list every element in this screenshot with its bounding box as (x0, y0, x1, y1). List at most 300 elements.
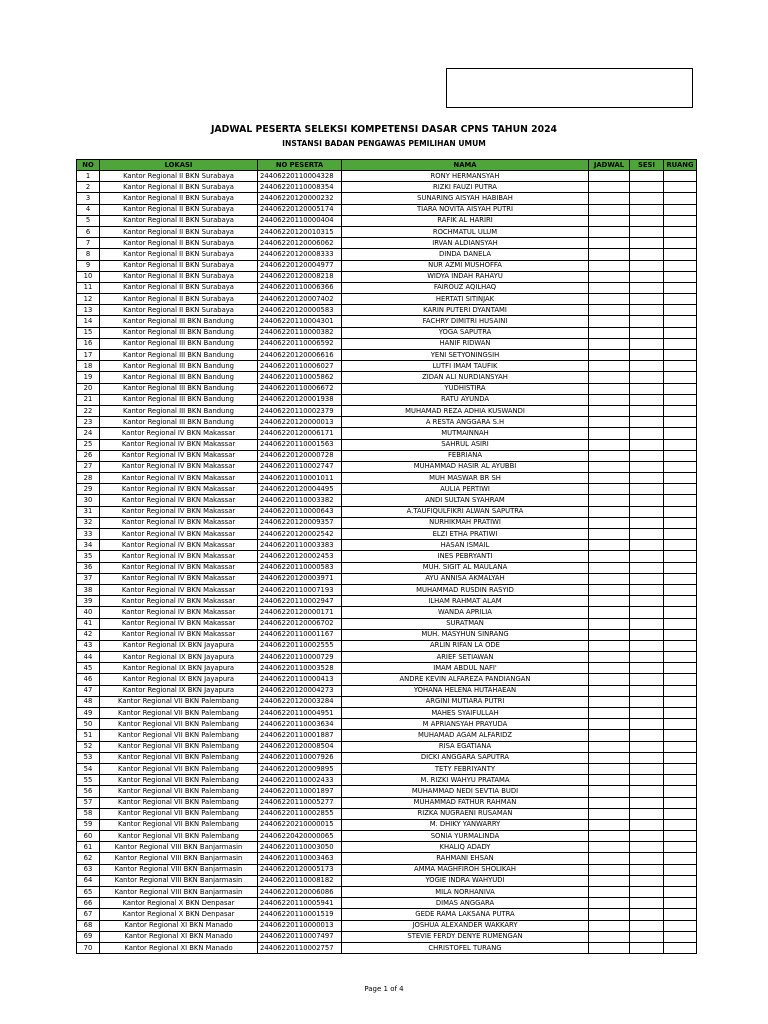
row-number: 63 (77, 864, 100, 875)
room-cell (664, 920, 697, 931)
schedule-cell (589, 405, 630, 416)
schedule-cell (589, 887, 630, 898)
room-cell (664, 898, 697, 909)
table-row (77, 741, 697, 752)
room-cell (664, 327, 697, 338)
participant-number: 24406220110001887 (258, 730, 342, 741)
room-cell (664, 887, 697, 898)
session-cell (630, 249, 664, 260)
session-cell (630, 584, 664, 595)
session-cell (630, 640, 664, 651)
room-cell (664, 652, 697, 663)
room-cell (664, 640, 697, 651)
session-cell (630, 618, 664, 629)
session-cell (630, 439, 664, 450)
session-cell (630, 529, 664, 540)
schedule-cell (589, 439, 630, 450)
room-cell (664, 249, 697, 260)
room-cell (664, 417, 697, 428)
participant-number: 24406220110002855 (258, 808, 342, 819)
room-cell (664, 282, 697, 293)
session-cell (630, 372, 664, 383)
room-cell (664, 450, 697, 461)
table-row (77, 305, 697, 316)
participant-name: YENI SETYONINGSIH (342, 350, 589, 361)
row-number: 56 (77, 786, 100, 797)
schedule-cell (589, 506, 630, 517)
location-cell: Kantor Regional VIII BKN Banjarmasin (100, 853, 258, 864)
row-number: 8 (77, 249, 100, 260)
participant-number: 24406220110000643 (258, 506, 342, 517)
participant-number: 24406220110000382 (258, 327, 342, 338)
row-number: 47 (77, 685, 100, 696)
participant-number: 24406220110001519 (258, 909, 342, 920)
location-cell: Kantor Regional III BKN Bandung (100, 417, 258, 428)
room-cell (664, 226, 697, 237)
participant-number: 24406220110007193 (258, 584, 342, 595)
session-cell (630, 719, 664, 730)
schedule-cell (589, 942, 630, 953)
room-cell (664, 629, 697, 640)
room-cell (664, 361, 697, 372)
participant-number: 24406220420000065 (258, 831, 342, 842)
participant-number: 24406220120005173 (258, 864, 342, 875)
session-cell (630, 238, 664, 249)
location-cell: Kantor Regional VIII BKN Banjarmasin (100, 864, 258, 875)
table-row (77, 663, 697, 674)
participant-number: 24406220120006086 (258, 887, 342, 898)
column-header-ruang: RUANG (664, 160, 697, 171)
room-cell (664, 271, 697, 282)
table-row (77, 931, 697, 942)
row-number: 69 (77, 931, 100, 942)
table-row (77, 417, 697, 428)
location-cell: Kantor Regional IV BKN Makassar (100, 506, 258, 517)
row-number: 61 (77, 842, 100, 853)
row-number: 57 (77, 797, 100, 808)
participant-name: ARLIN RIFAN LA ODE (342, 640, 589, 651)
room-cell (664, 540, 697, 551)
location-cell: Kantor Regional VII BKN Palembang (100, 797, 258, 808)
row-number: 29 (77, 484, 100, 495)
location-cell: Kantor Regional XI BKN Manado (100, 942, 258, 953)
participant-number: 24406220110002947 (258, 596, 342, 607)
room-cell (664, 394, 697, 405)
participant-name: FACHRY DIMITRI HUSAINI (342, 316, 589, 327)
row-number: 42 (77, 629, 100, 640)
participant-name: RONY HERMANSYAH (342, 171, 589, 182)
row-number: 48 (77, 696, 100, 707)
participant-name: MILA NORHANIVA (342, 887, 589, 898)
session-cell (630, 226, 664, 237)
row-number: 40 (77, 607, 100, 618)
column-header-jadwal: JADWAL (589, 160, 630, 171)
participant-name: GEDE RAMA LAKSANA PUTRA (342, 909, 589, 920)
location-cell: Kantor Regional VII BKN Palembang (100, 752, 258, 763)
table-row (77, 562, 697, 573)
table-row (77, 819, 697, 830)
room-cell (664, 204, 697, 215)
session-cell (630, 652, 664, 663)
location-cell: Kantor Regional III BKN Bandung (100, 361, 258, 372)
location-cell: Kantor Regional IV BKN Makassar (100, 584, 258, 595)
schedule-cell (589, 864, 630, 875)
participant-name: TIARA NOVITA AISYAH PUTRI (342, 204, 589, 215)
participant-name: MUHAMMAD NEDI SEVTIA BUDI (342, 786, 589, 797)
room-cell (664, 484, 697, 495)
participant-name: INES PEBRYANTI (342, 551, 589, 562)
participant-number: 24406220120006062 (258, 238, 342, 249)
column-header-nama: NAMA (342, 160, 589, 171)
room-cell (664, 305, 697, 316)
participant-number: 24406220110006672 (258, 383, 342, 394)
room-cell (664, 942, 697, 953)
schedule-cell (589, 562, 630, 573)
row-number: 59 (77, 819, 100, 830)
location-cell: Kantor Regional IV BKN Makassar (100, 529, 258, 540)
row-number: 34 (77, 540, 100, 551)
table-row (77, 853, 697, 864)
location-cell: Kantor Regional II BKN Surabaya (100, 238, 258, 249)
schedule-cell (589, 529, 630, 540)
session-cell (630, 271, 664, 282)
participant-number: 24406220120004977 (258, 260, 342, 271)
room-cell (664, 372, 697, 383)
location-cell: Kantor Regional VII BKN Palembang (100, 730, 258, 741)
row-number: 38 (77, 584, 100, 595)
schedule-cell (589, 696, 630, 707)
table-row (77, 182, 697, 193)
room-cell (664, 405, 697, 416)
schedule-cell (589, 652, 630, 663)
row-number: 21 (77, 394, 100, 405)
session-cell (630, 506, 664, 517)
schedule-cell (589, 909, 630, 920)
table-row (77, 327, 697, 338)
location-cell: Kantor Regional IV BKN Makassar (100, 551, 258, 562)
participant-name: MUTMAINNAH (342, 428, 589, 439)
schedule-cell (589, 238, 630, 249)
room-cell (664, 193, 697, 204)
participant-name: RIZKA NUGRAENI RUSAMAN (342, 808, 589, 819)
location-cell: Kantor Regional IX BKN Jayapura (100, 685, 258, 696)
room-cell (664, 864, 697, 875)
participant-number: 24406220110001167 (258, 629, 342, 640)
schedule-cell (589, 428, 630, 439)
schedule-cell (589, 249, 630, 260)
table-row (77, 696, 697, 707)
row-number: 23 (77, 417, 100, 428)
session-cell (630, 808, 664, 819)
participant-name: ANDRE KEVIN ALFAREZA PANDIANGAN (342, 674, 589, 685)
column-header-no-peserta: NO PESERTA (258, 160, 342, 171)
row-number: 2 (77, 182, 100, 193)
participant-number: 24406220120000583 (258, 305, 342, 316)
schedule-cell (589, 461, 630, 472)
schedule-cell (589, 730, 630, 741)
session-cell (630, 316, 664, 327)
schedule-cell (589, 618, 630, 629)
schedule-cell (589, 495, 630, 506)
row-number: 25 (77, 439, 100, 450)
room-cell (664, 674, 697, 685)
participant-name: DICKI ANGGARA SAPUTRA (342, 752, 589, 763)
schedule-cell (589, 282, 630, 293)
session-cell (630, 417, 664, 428)
room-cell (664, 383, 697, 394)
location-cell: Kantor Regional X BKN Denpasar (100, 898, 258, 909)
row-number: 10 (77, 271, 100, 282)
schedule-cell (589, 797, 630, 808)
schedule-cell (589, 831, 630, 842)
table-row (77, 584, 697, 595)
participant-name: M APRIANSYAH PRAYUDA (342, 719, 589, 730)
location-cell: Kantor Regional VIII BKN Banjarmasin (100, 842, 258, 853)
session-cell (630, 305, 664, 316)
participant-number: 24406220120000728 (258, 450, 342, 461)
schedule-cell (589, 842, 630, 853)
table-row (77, 942, 697, 953)
session-cell (630, 383, 664, 394)
location-cell: Kantor Regional VII BKN Palembang (100, 831, 258, 842)
room-cell (664, 775, 697, 786)
table-row (77, 529, 697, 540)
table-row (77, 171, 697, 182)
row-number: 11 (77, 282, 100, 293)
room-cell (664, 819, 697, 830)
table-row (77, 193, 697, 204)
participant-name: MUH. MASYHUN SINRANG (342, 629, 589, 640)
location-cell: Kantor Regional XI BKN Manado (100, 920, 258, 931)
participant-number: 24406220120009895 (258, 763, 342, 774)
schedule-cell (589, 394, 630, 405)
participant-name: YOGA SAPUTRA (342, 327, 589, 338)
room-cell (664, 551, 697, 562)
participant-name: RISA EGATIANA (342, 741, 589, 752)
participant-number: 24406220120008218 (258, 271, 342, 282)
session-cell (630, 405, 664, 416)
row-number: 39 (77, 596, 100, 607)
table-row (77, 674, 697, 685)
row-number: 67 (77, 909, 100, 920)
location-cell: Kantor Regional VII BKN Palembang (100, 786, 258, 797)
session-cell (630, 786, 664, 797)
schedule-cell (589, 260, 630, 271)
session-cell (630, 596, 664, 607)
session-cell (630, 875, 664, 886)
table-row (77, 473, 697, 484)
participant-name: MUHAMAD AGAM ALFARIDZ (342, 730, 589, 741)
row-number: 33 (77, 529, 100, 540)
session-cell (630, 741, 664, 752)
schedule-cell (589, 372, 630, 383)
location-cell: Kantor Regional II BKN Surabaya (100, 215, 258, 226)
column-header-lokasi: LOKASI (100, 160, 258, 171)
schedule-cell (589, 361, 630, 372)
table-row (77, 596, 697, 607)
schedule-cell (589, 640, 630, 651)
participant-name: JOSHUA ALEXANDER WAKKARY (342, 920, 589, 931)
room-cell (664, 696, 697, 707)
location-cell: Kantor Regional IV BKN Makassar (100, 495, 258, 506)
table-row (77, 730, 697, 741)
schedule-cell (589, 786, 630, 797)
row-number: 51 (77, 730, 100, 741)
participant-name: MUHAMMAD HASIR AL AYUBBI (342, 461, 589, 472)
participant-number: 24406220110003463 (258, 853, 342, 864)
session-cell (630, 394, 664, 405)
participant-number: 24406220120003284 (258, 696, 342, 707)
document-subtitle: INSTANSI BADAN PENGAWAS PEMILIHAN UMUM (282, 139, 486, 148)
room-cell (664, 607, 697, 618)
table-row (77, 775, 697, 786)
location-cell: Kantor Regional IV BKN Makassar (100, 484, 258, 495)
table-row (77, 842, 697, 853)
session-cell (630, 942, 664, 953)
table-row (77, 350, 697, 361)
table-row (77, 428, 697, 439)
row-number: 18 (77, 361, 100, 372)
schedule-cell (589, 383, 630, 394)
room-cell (664, 584, 697, 595)
participant-number: 24406220110003528 (258, 663, 342, 674)
participant-number: 24406220120010315 (258, 226, 342, 237)
session-cell (630, 931, 664, 942)
session-cell (630, 361, 664, 372)
participant-number: 24406220110002555 (258, 640, 342, 651)
participant-number: 24406220110004951 (258, 708, 342, 719)
location-cell: Kantor Regional VIII BKN Banjarmasin (100, 887, 258, 898)
schedule-cell (589, 294, 630, 305)
participant-number: 24406220110008354 (258, 182, 342, 193)
table-row (77, 708, 697, 719)
participant-name: MUHAMMAD FATHUR RAHMAN (342, 797, 589, 808)
session-cell (630, 797, 664, 808)
schedule-cell (589, 875, 630, 886)
participant-name: MUHAMAD REZA ADHIA KUSWANDI (342, 405, 589, 416)
session-cell (630, 428, 664, 439)
participant-number: 24406220110007497 (258, 931, 342, 942)
participant-name: SUNARING AISYAH HABIBAH (342, 193, 589, 204)
location-cell: Kantor Regional II BKN Surabaya (100, 282, 258, 293)
row-number: 45 (77, 663, 100, 674)
table-row (77, 439, 697, 450)
session-cell (630, 831, 664, 842)
schedule-cell (589, 708, 630, 719)
location-cell: Kantor Regional III BKN Bandung (100, 350, 258, 361)
table-row (77, 338, 697, 349)
room-cell (664, 439, 697, 450)
location-cell: Kantor Regional IV BKN Makassar (100, 473, 258, 484)
row-number: 5 (77, 215, 100, 226)
row-number: 70 (77, 942, 100, 953)
participant-name: M. RIZKI WAHYU PRATAMA (342, 775, 589, 786)
table-row (77, 294, 697, 305)
row-number: 60 (77, 831, 100, 842)
table-row (77, 909, 697, 920)
schedule-cell (589, 540, 630, 551)
location-cell: Kantor Regional III BKN Bandung (100, 383, 258, 394)
row-number: 64 (77, 875, 100, 886)
participant-name: KARIN PUTERI DYANTAMI (342, 305, 589, 316)
location-cell: Kantor Regional III BKN Bandung (100, 394, 258, 405)
location-cell: Kantor Regional III BKN Bandung (100, 316, 258, 327)
row-number: 44 (77, 652, 100, 663)
participant-name: ELZI ETHA PRATIWI (342, 529, 589, 540)
row-number: 46 (77, 674, 100, 685)
location-cell: Kantor Regional II BKN Surabaya (100, 226, 258, 237)
participant-number: 24406220110002433 (258, 775, 342, 786)
table-row (77, 405, 697, 416)
participant-name: NUR AZMI MUSHOFFA (342, 260, 589, 271)
table-row (77, 875, 697, 886)
participant-name: NURHIKMAH PRATIWI (342, 517, 589, 528)
participant-number: 24406220110005277 (258, 797, 342, 808)
row-number: 53 (77, 752, 100, 763)
schedule-cell (589, 327, 630, 338)
table-row (77, 898, 697, 909)
session-cell (630, 663, 664, 674)
participant-number: 24406220110003383 (258, 540, 342, 551)
row-number: 17 (77, 350, 100, 361)
table-row (77, 260, 697, 271)
location-cell: Kantor Regional IV BKN Makassar (100, 540, 258, 551)
schedule-cell (589, 204, 630, 215)
row-number: 3 (77, 193, 100, 204)
row-number: 50 (77, 719, 100, 730)
room-cell (664, 797, 697, 808)
location-cell: Kantor Regional III BKN Bandung (100, 372, 258, 383)
room-cell (664, 618, 697, 629)
session-cell (630, 864, 664, 875)
location-cell: Kantor Regional X BKN Denpasar (100, 909, 258, 920)
participant-name: RAFIK AL HARIRI (342, 215, 589, 226)
empty-box (446, 68, 693, 108)
table-row (77, 573, 697, 584)
row-number: 31 (77, 506, 100, 517)
session-cell (630, 685, 664, 696)
participant-name: LUTFI IMAM TAUFIK (342, 361, 589, 372)
row-number: 54 (77, 763, 100, 774)
schedule-cell (589, 931, 630, 942)
row-number: 27 (77, 461, 100, 472)
table-row (77, 551, 697, 562)
table-row (77, 685, 697, 696)
participant-name: ARIEF SETIAWAN (342, 652, 589, 663)
participant-name: FAIROUZ AQILHAQ (342, 282, 589, 293)
location-cell: Kantor Regional IV BKN Makassar (100, 439, 258, 450)
location-cell: Kantor Regional II BKN Surabaya (100, 171, 258, 182)
participant-name: ANDI SULTAN SYAHRAM (342, 495, 589, 506)
participant-number: 24406220120006171 (258, 428, 342, 439)
participant-name: MUHAMMAD RUSDIN RASYID (342, 584, 589, 595)
table-row (77, 484, 697, 495)
row-number: 7 (77, 238, 100, 249)
location-cell: Kantor Regional II BKN Surabaya (100, 204, 258, 215)
participant-name: IRVAN ALDIANSYAH (342, 238, 589, 249)
room-cell (664, 238, 697, 249)
participant-number: 24406220110004328 (258, 171, 342, 182)
session-cell (630, 495, 664, 506)
participant-number: 24406220120000013 (258, 417, 342, 428)
participant-number: 24406220110000404 (258, 215, 342, 226)
participant-name: M. DHIKY YANWARRY (342, 819, 589, 830)
session-cell (630, 551, 664, 562)
row-number: 4 (77, 204, 100, 215)
row-number: 43 (77, 640, 100, 651)
schedule-cell (589, 819, 630, 830)
room-cell (664, 182, 697, 193)
